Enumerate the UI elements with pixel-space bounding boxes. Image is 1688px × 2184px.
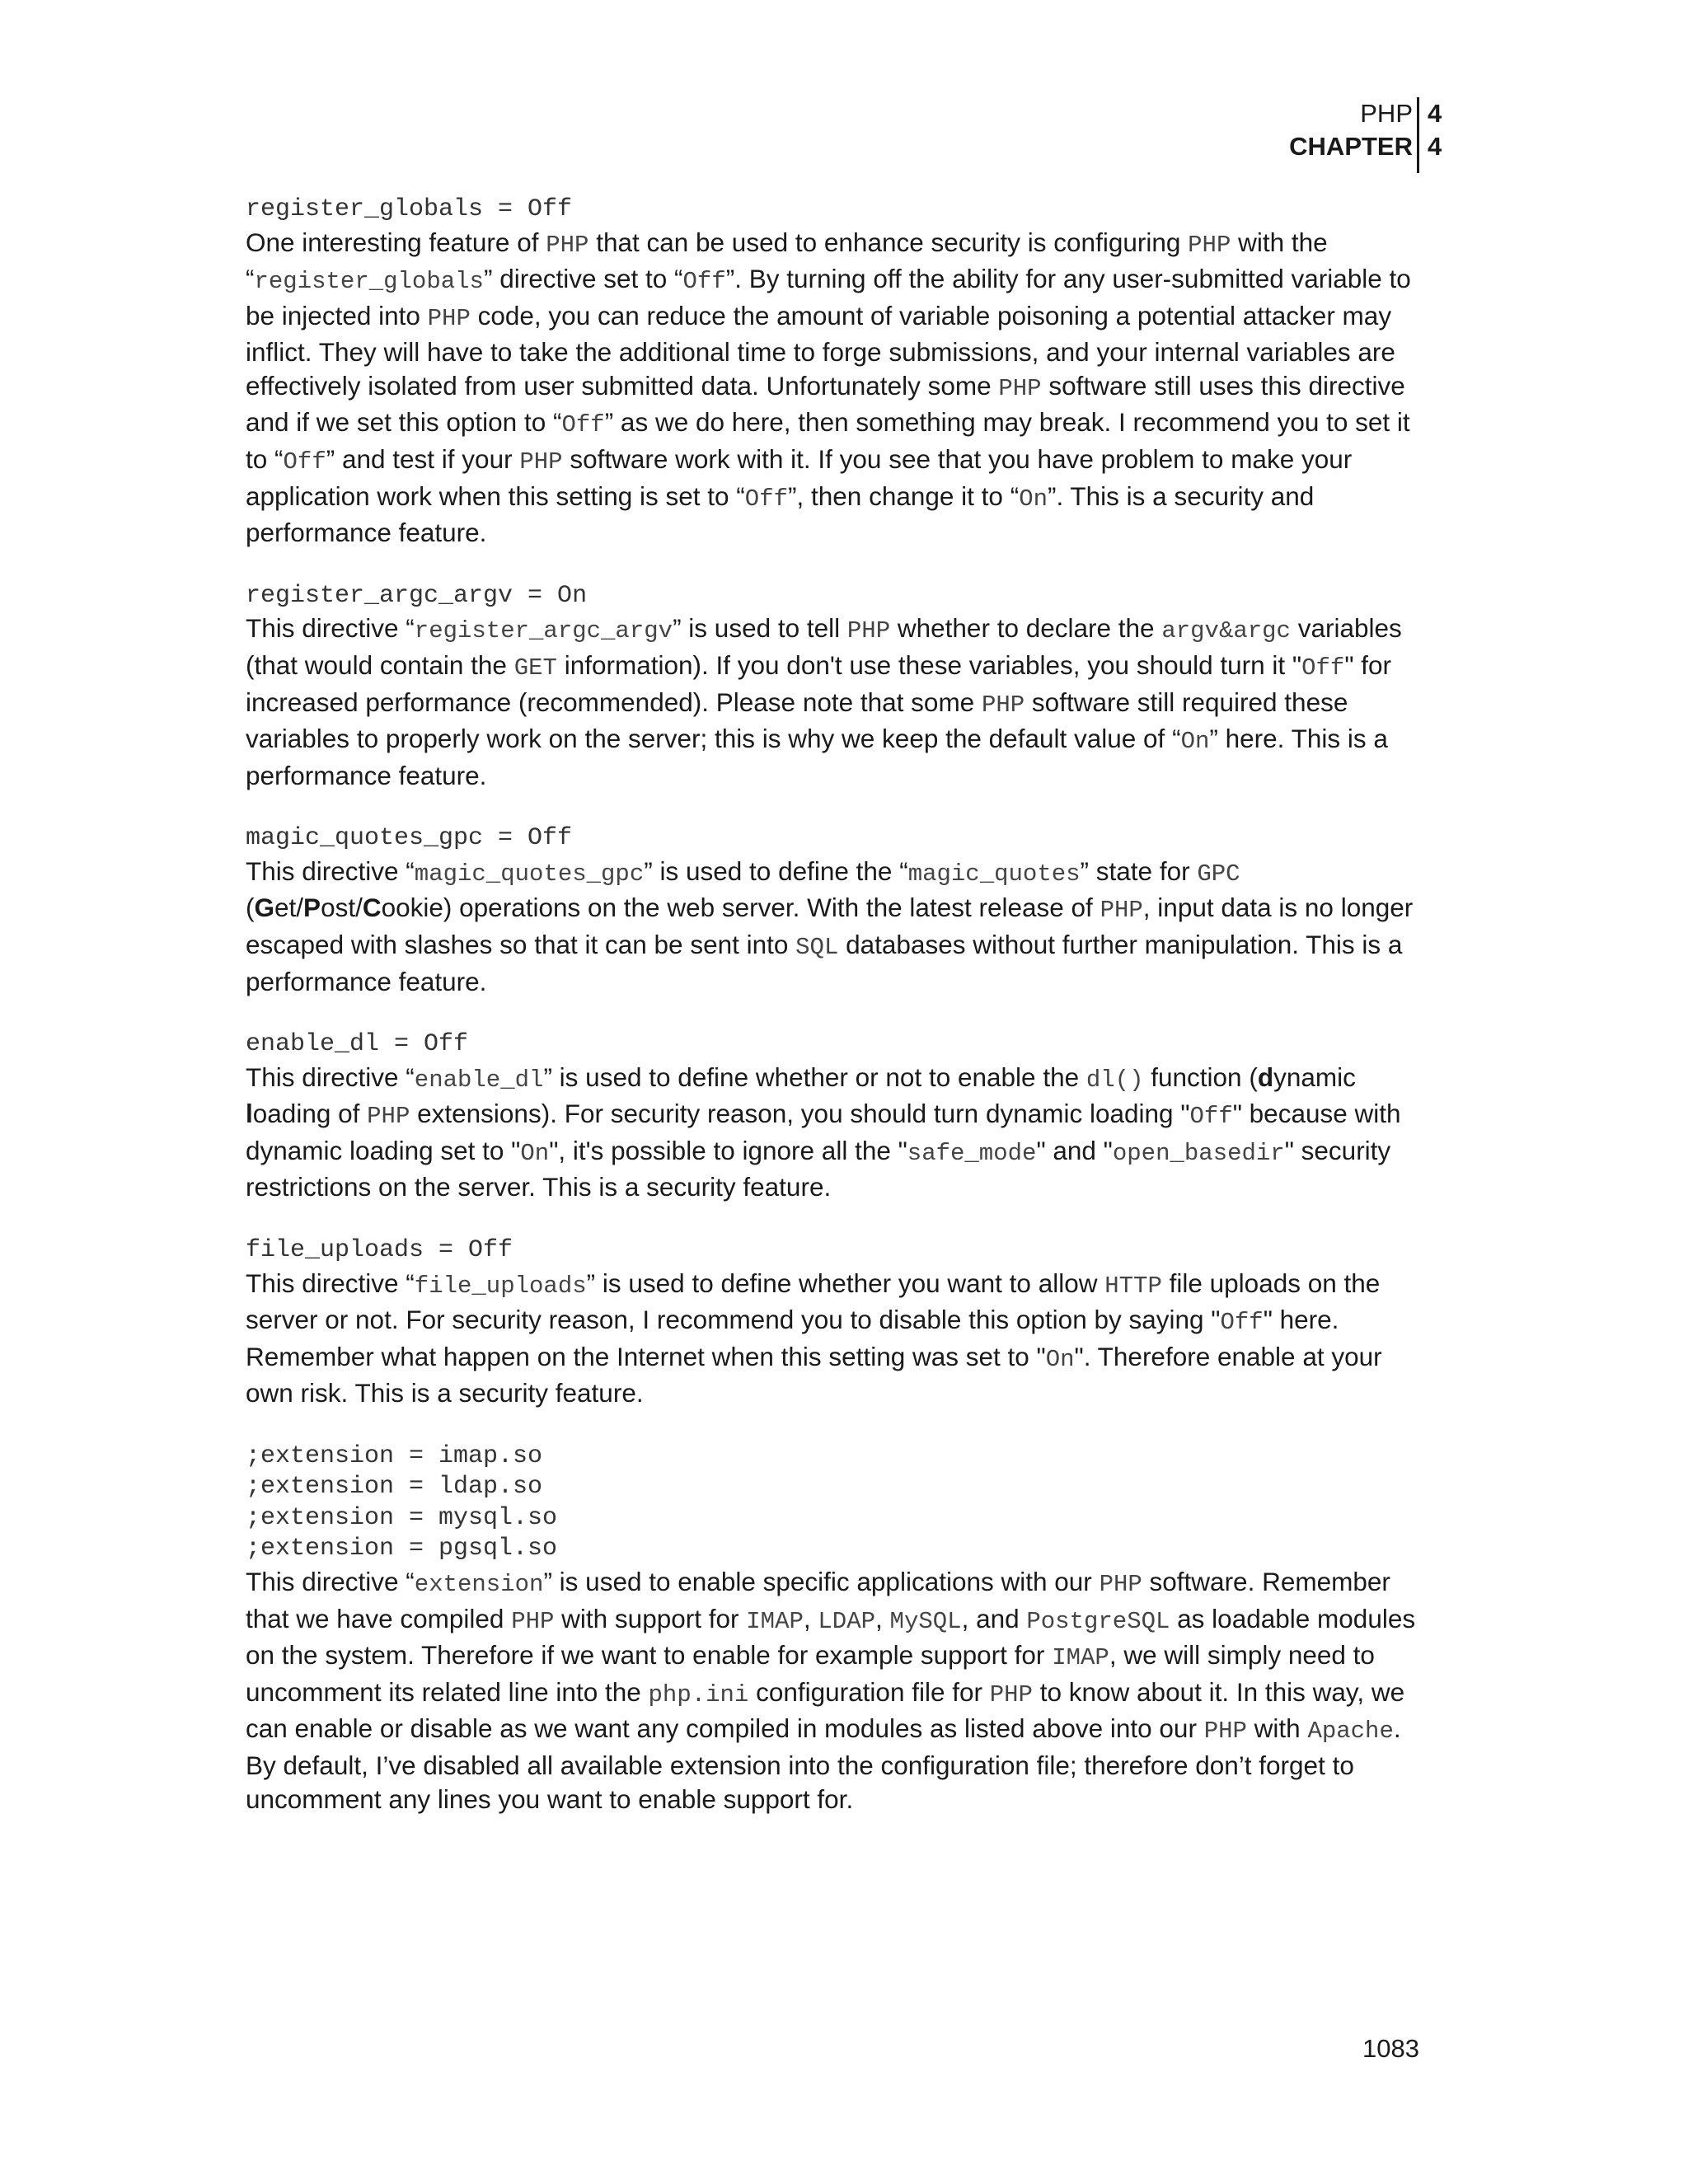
- text: " here. Remember what happen on the Internet when this setting was set to ": [246, 1305, 1339, 1371]
- text: This directive “: [246, 1566, 415, 1596]
- text: configuration file for: [748, 1676, 990, 1707]
- paragraph: [246, 1061, 1432, 1204]
- text: . By default, I’ve disabled all available extension into the configuration file; therefore don’t forget to uncomment any lines you want to enable support for.: [246, 1713, 1401, 1814]
- setting-line: ;extension = imap.so: [246, 1441, 543, 1470]
- code: Apache: [1307, 1718, 1394, 1746]
- text: function (: [1143, 1062, 1258, 1092]
- paragraph: [246, 226, 1432, 550]
- code: On: [1045, 1345, 1075, 1373]
- paragraph: [246, 612, 1432, 792]
- text: " and ": [1036, 1135, 1113, 1165]
- code: GPC: [1197, 860, 1240, 888]
- code: PHP: [1100, 897, 1143, 925]
- text: ”. By turning off the ability for any user-submitted variable to be injected into: [246, 264, 1411, 330]
- setting-line: ;extension = ldap.so: [246, 1473, 543, 1502]
- bold-letter: G: [254, 893, 275, 923]
- code: On: [1180, 728, 1210, 756]
- setting-line: file_uploads = Off: [246, 1236, 513, 1265]
- code: On: [1019, 485, 1048, 513]
- code: LDAP: [818, 1607, 876, 1635]
- text: " because with dynamic loading set to ": [246, 1099, 1401, 1165]
- code: PHP: [1099, 1570, 1142, 1598]
- text: ” is used to tell: [673, 613, 847, 644]
- code: Off: [561, 411, 605, 439]
- code: PostgreSQL: [1026, 1607, 1170, 1635]
- text: This directive “: [246, 613, 415, 644]
- code: extension: [414, 1570, 544, 1598]
- text: information). If you don't use these variables, you should turn it ": [556, 649, 1302, 680]
- text: whether to declare the: [890, 613, 1162, 644]
- code: PHP: [427, 304, 471, 332]
- code: PHP: [998, 374, 1042, 402]
- text: code, you can reduce the amount of variable poisoning a potential attacker may inflict. They will have to take the additional time to forge submissions, and your internal variables are effectively isolated from user submitted data. Unfortunately some: [246, 300, 1395, 401]
- code: PHP: [981, 691, 1025, 719]
- code: SQL: [795, 934, 839, 961]
- text: " for increased performance (recommended). Please note that some: [246, 649, 1392, 717]
- setting-line: ;extension = mysql.so: [246, 1503, 558, 1532]
- code: PHP: [511, 1607, 555, 1635]
- text: , and: [961, 1603, 1027, 1633]
- running-header: [1289, 97, 1441, 163]
- text: software still required these variables to properly work on the server; this is why we keep the default value of “: [246, 687, 1348, 754]
- text: as loadable modules on the system. Therefore if we want to enable for example support for: [246, 1603, 1416, 1671]
- code: magic_quotes_gpc: [414, 860, 645, 888]
- code: On: [520, 1139, 550, 1167]
- setting-line: ;extension = pgsql.so: [246, 1535, 558, 1563]
- text: This directive “: [246, 1062, 415, 1092]
- text: ” is used to define whether or not to enable the: [543, 1062, 1086, 1092]
- section-file-uploads: [246, 1235, 1432, 1410]
- text: ” state for: [1080, 855, 1198, 886]
- header-book-title: PHP: [1360, 99, 1413, 128]
- text: ” as we do here, then something may break. I recommend you to set it to “: [246, 407, 1410, 475]
- code: PHP: [1188, 231, 1231, 259]
- text: ynamic: [1273, 1062, 1356, 1092]
- text: ost/: [321, 893, 363, 923]
- section-magic-quotes-gpc: [246, 823, 1432, 998]
- text: This directive “: [246, 855, 415, 886]
- code: PHP: [367, 1103, 410, 1131]
- code: open_basedir: [1112, 1139, 1285, 1167]
- header-chapter-number: 4: [1428, 132, 1442, 161]
- text: with: [1246, 1713, 1308, 1744]
- section-enable-dl: [246, 1029, 1432, 1204]
- text: ”, then change it to “: [788, 480, 1020, 511]
- code: PHP: [519, 448, 563, 476]
- code: Off: [1220, 1309, 1264, 1337]
- bold-letter: C: [362, 893, 382, 923]
- bold-letter: l: [246, 1099, 253, 1129]
- text: ” is used to enable specific applications with our: [543, 1566, 1100, 1596]
- text: file uploads on the server or not. For security reason, I recommend you to disable this option by saying ": [246, 1268, 1381, 1335]
- document-body: [246, 194, 1432, 1847]
- code: PHP: [989, 1680, 1033, 1708]
- text: ” directive set to “: [483, 264, 683, 294]
- text: " security restrictions on the server. This is a security feature.: [246, 1135, 1391, 1202]
- code: IMAP: [746, 1607, 804, 1635]
- text: ” is used to define whether you want to allow: [586, 1268, 1105, 1298]
- text: software still uses this directive and if we set this option to “: [246, 370, 1405, 438]
- code: IMAP: [1052, 1644, 1109, 1672]
- text: that can be used to enhance security is configuring: [588, 227, 1189, 257]
- text: ” and test if your: [326, 444, 520, 475]
- code: Off: [1301, 654, 1345, 682]
- code: safe_mode: [907, 1139, 1037, 1167]
- code: argv&argc: [1161, 617, 1291, 645]
- bold-letter: d: [1257, 1062, 1274, 1092]
- setting-line: register_argc_argv = On: [246, 581, 588, 610]
- code: Off: [1189, 1103, 1233, 1131]
- text: variables (that would contain the: [246, 613, 1402, 680]
- code: file_uploads: [414, 1272, 587, 1300]
- text: This directive “: [246, 1268, 415, 1298]
- code: dl(): [1085, 1066, 1144, 1094]
- paragraph: [246, 1267, 1432, 1410]
- bold-letter: P: [303, 893, 321, 923]
- text: ” is used to define the “: [644, 855, 908, 886]
- text: One interesting feature of: [246, 227, 546, 257]
- text: et/: [274, 893, 304, 923]
- section-register-argc-argv: [246, 581, 1432, 792]
- code: MySQL: [889, 1607, 962, 1635]
- text: databases without further manipulation. This is a performance feature.: [246, 930, 1403, 996]
- setting-line: register_globals = Off: [246, 195, 573, 223]
- text: ”. This is a security and performance feature.: [246, 480, 1315, 548]
- code: PHP: [546, 231, 589, 259]
- setting-line: enable_dl = Off: [246, 1030, 469, 1059]
- text: software work with it. If you see that you have problem to make your application work when this setting is set to “: [246, 444, 1353, 511]
- text: ” here. This is a performance feature.: [246, 724, 1388, 790]
- text: to know about it. In this way, we can enable or disable as we want any compiled in modules as listed above into our: [246, 1676, 1405, 1744]
- code: GET: [513, 654, 557, 682]
- text: ", it's possible to ignore all the ": [549, 1135, 907, 1165]
- text: oading of: [252, 1099, 368, 1129]
- code: PHP: [846, 617, 891, 645]
- setting-line: magic_quotes_gpc = Off: [246, 824, 573, 853]
- paragraph: [246, 855, 1432, 998]
- page-number: 1083: [1362, 2034, 1419, 2063]
- text: software. Remember that we have compiled: [246, 1566, 1390, 1633]
- code: enable_dl: [414, 1066, 544, 1094]
- text: with support for: [554, 1603, 747, 1633]
- paragraph: [246, 1565, 1432, 1816]
- text: , we will simply need to uncomment its related line into the: [246, 1640, 1375, 1707]
- code: Off: [283, 448, 326, 476]
- text: extensions). For security reason, you should turn dynamic loading ": [410, 1099, 1190, 1129]
- header-book-number: 4: [1428, 99, 1442, 128]
- code: magic_quotes: [907, 860, 1081, 888]
- text: (: [246, 893, 255, 923]
- header-chapter-label: CHAPTER: [1289, 132, 1413, 161]
- code: Off: [682, 268, 726, 296]
- text: ,: [875, 1603, 890, 1633]
- code: php.ini: [648, 1680, 749, 1708]
- code: PHP: [1203, 1718, 1247, 1746]
- code: register_argc_argv: [414, 617, 673, 645]
- section-extension: [246, 1441, 1432, 1816]
- text: ,: [803, 1603, 818, 1633]
- text: with the “: [246, 227, 1328, 294]
- section-register-globals: [246, 194, 1432, 550]
- text: ". Therefore enable at your own risk. This is a security feature.: [246, 1341, 1382, 1408]
- code: HTTP: [1104, 1272, 1162, 1300]
- text: , input data is no longer escaped with slashes so that it can be sent into: [246, 893, 1414, 959]
- header-divider: [1417, 97, 1419, 173]
- code: Off: [744, 485, 789, 513]
- code: register_globals: [254, 268, 484, 296]
- text: ookie) operations on the web server. With the latest release of: [381, 893, 1100, 923]
